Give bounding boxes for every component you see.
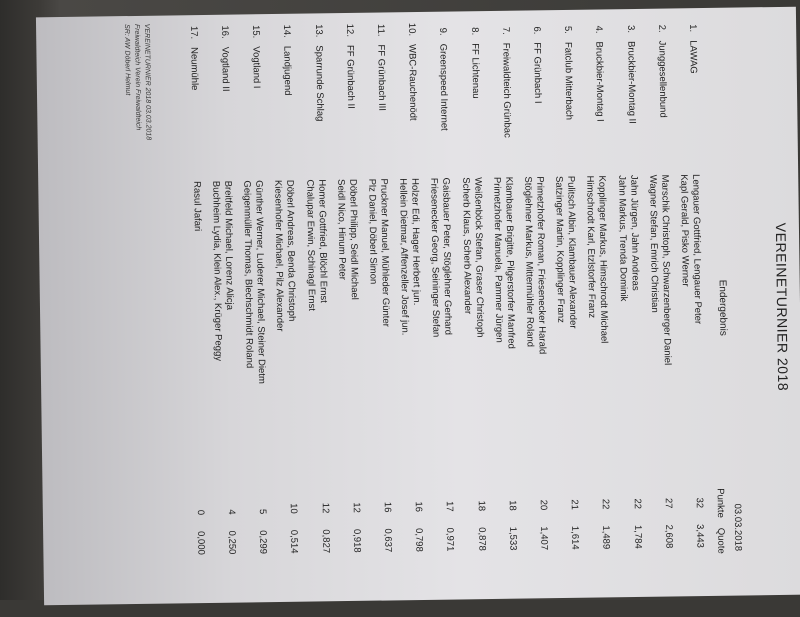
row-players-line1: Günther Werner, Luderer Michael, Steiner Dietm [253,180,268,384]
row-points: 20 [537,499,549,511]
row-players-line1: Jahn Jürgen, Jahn Andreas [627,174,641,291]
row-points: 18 [506,500,518,511]
row-team: Sparrunde Schlag [312,45,326,122]
row-rank: 4. [593,25,605,34]
row-points: 16 [412,501,425,513]
row-points: 22 [600,498,612,510]
column-header-quote: Quote [715,527,727,554]
row-points: 16 [381,501,393,513]
row-players-line2: Buchheim Lydia, Klein Alex., Krüger Peggy [210,180,224,362]
document-subtitle: Endergebnis [716,279,729,336]
footer-line-referee: SR: AW Döberl Helmut [123,24,132,96]
row-quote: 0,827 [319,529,332,554]
row-quote: 1,489 [600,525,612,550]
row-players-line2: Stöglehner Markus, Mittermühler Roland [522,176,536,348]
row-quote: 3,443 [694,524,706,548]
row-players-line1: Breitfeld Michael, Lorenz Alicja [222,180,236,311]
row-players-line2: Plz Daniel, Döberl Simon [366,178,379,285]
row-players-line1: Homer Gottfried, Blöchl Ernst [315,179,329,303]
row-players-line2: Himschrodt Karl, Etzlstorfer Franz [584,175,598,319]
footer-line-organizer: Freiwaldteich Verein Freiwaldteich [133,23,142,131]
row-players-line1: Lengauer Gottfried, Lengauer Peter [690,174,704,325]
row-rank: 9. [437,27,449,36]
row-rank: 12. [343,23,356,38]
row-team: Junggesellenbund [656,40,669,118]
row-players-line1: Pulitsch Albin, Klambauer Alexander [565,175,579,329]
row-points: 0 [194,509,206,516]
row-points: 12 [319,502,331,514]
row-points: 27 [662,497,674,509]
row-team: Bruckbier-Montag II [624,40,638,125]
row-rank: 5. [562,25,574,34]
row-players-line1: Döberl Andreas, Benda Christoph [284,179,298,322]
row-team: Greenspeed Internet [437,43,450,131]
row-team: WBC-Rauchenödt [406,44,419,121]
row-rank: 3. [624,25,636,34]
row-players-line2: Jahn Markus, Trenda Dominik [615,175,629,302]
row-rank: 17. [187,25,200,40]
row-rank: 8. [468,27,480,36]
row-team: FF Grünbach III [375,44,388,112]
row-points: 12 [350,502,362,513]
row-quote: 1,614 [569,525,581,550]
row-team: Neumühle [188,47,200,91]
row-quote: 1,533 [506,526,519,551]
row-players-line2: Primetzhofer Manuela, Pammer Jürgen [491,176,505,343]
row-quote: 0,971 [444,527,456,552]
paper-sheet [36,7,800,606]
row-quote: 0,514 [288,529,300,554]
row-team: FF Grünbach II [344,44,357,109]
row-players-line1: Holzer Edi, Hager Herbert jun. [409,177,423,306]
row-points: 32 [693,497,705,509]
row-rank: 15. [250,24,262,39]
document-title: VEREINETURNIER 2018 [772,222,792,392]
row-quote: 0,798 [413,527,425,552]
row-rank: 2. [655,24,668,33]
row-points: 17 [444,500,456,512]
row-team: Freiwaldteich Grünbac [500,42,513,138]
row-points: 4 [225,509,237,515]
row-players-line1: Marschik Christoph, Schwarzenberger Daniel [659,174,673,366]
row-players-line1: Primetzhofer Roman, Friesenecker Harald [534,176,548,355]
row-quote: 0,250 [226,530,238,555]
row-quote: 0,918 [350,528,363,553]
row-rank: 1. [687,24,699,33]
row-players-line2: Geigenmüller Thomas, Blechschmidt Roland [241,180,256,369]
column-header-punkte: Punkte [714,488,726,518]
row-rank: 7. [499,26,512,35]
footer-line-event: VEREINETURNIER 2018 03.03.2018 [143,23,152,141]
row-players-line1: Kopplinger Markus, Himschrodt Michael [596,175,610,344]
row-points: 21 [568,499,581,510]
row-players-line2: Kiesenhofer Michael, Pilz Alexander [272,179,286,332]
row-team: FF Lichtenau [468,43,481,99]
row-rank: 14. [281,24,293,38]
row-points: 22 [631,498,643,510]
row-quote: 1,784 [631,524,644,549]
row-team: Landjugend [281,45,294,96]
row-players-line2: Hellein Dietmar, Affenzeller Josef jun. [397,178,411,336]
row-players-line2: Chalupar Erwin, Schinagl Ernst [303,179,317,312]
row-quote: 1,407 [538,526,550,551]
row-points: 10 [288,503,300,514]
row-players-line2: Satzinger Martin, Kopplinger Franz [553,175,567,323]
row-quote: 2,608 [662,524,675,549]
row-team: Vogtland I [250,46,263,89]
row-players-line1: Weißenböck Stefan, Graser Christoph [471,177,486,338]
results-document [36,6,800,617]
row-rank: 6. [531,26,543,35]
row-team: LAWAG [687,40,699,74]
row-quote: 0,299 [257,530,269,555]
row-quote: 0,637 [382,528,394,553]
row-rank: 10. [406,22,418,37]
row-quote: 0,878 [475,527,488,552]
row-players-line2: Seidl Nico, Hinum Peter [335,179,348,281]
row-rank: 16. [219,25,231,39]
row-rank: 11. [375,23,387,37]
row-players-line1: Pruckner Manuel, Mühleder Günter [378,178,392,327]
row-players-line1: Döberl Philipp, Seidl Michael [347,178,360,300]
row-team: Fatclub Mitterbach [562,41,575,121]
row-players-line1: Klambauer Brigitte, Pilgerstorfer Manfred [503,176,517,349]
row-players-line2: Wagner Stefan, Emrich Christian [647,174,660,313]
row-players-line2: Kapl Gerald, Pisko Werner [678,174,691,287]
row-quote: 0,000 [194,531,207,555]
row-players-line1: Rasul Jafari [191,181,203,232]
row-players-line1: Gaisbauer Peter, Stöglehner Gerhard [440,177,454,336]
row-players-line2: Friesenecker Georg, Seininger Stefan [428,177,442,338]
row-team: Bruckbier-Montag I [593,41,606,122]
document-date: 03.03.2018 [731,503,744,552]
row-points: 18 [475,500,487,512]
row-players-line2: Scherb Klaus, Scherb Alexander [459,177,473,315]
row-points: 5 [257,508,269,515]
document-footer [121,24,153,141]
row-team: Vogtland II [219,46,231,92]
row-rank: 13. [312,24,324,38]
row-team: FF Grünbach I [531,42,544,104]
